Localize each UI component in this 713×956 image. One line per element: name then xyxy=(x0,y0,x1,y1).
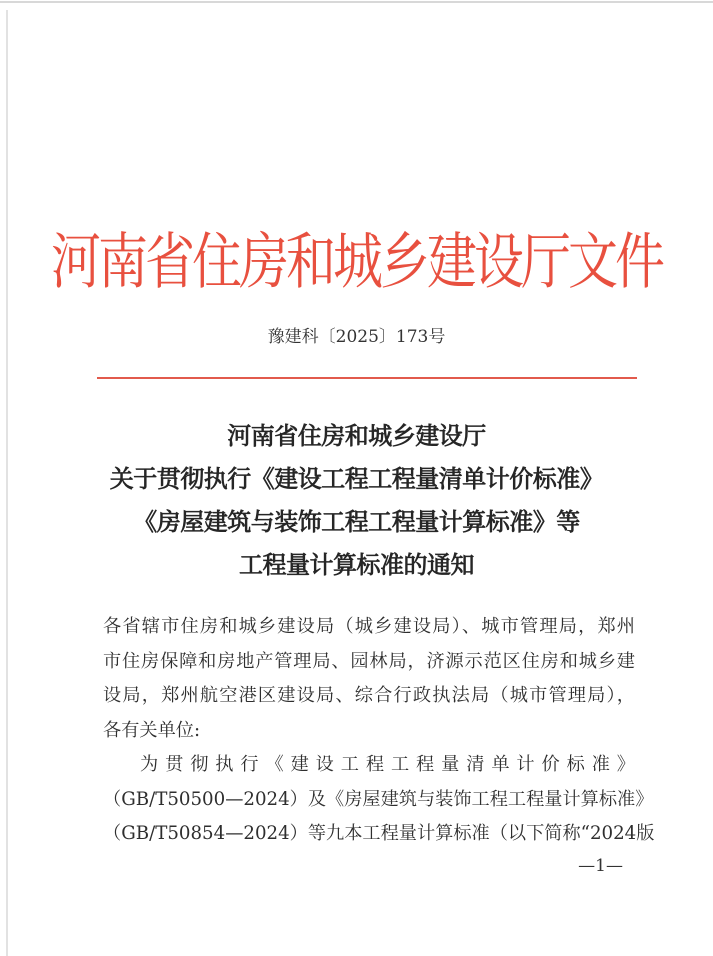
notice-title-line: 《房屋建筑与装饰工程工程量计算标准》等 xyxy=(133,507,580,536)
body-paragraph-line: （GB/T50500—2024）及《房屋建筑与装饰工程工程量计算标准》 xyxy=(103,788,654,810)
notice-title xyxy=(0,418,713,590)
notice-title-line: 河南省住房和城乡建设厅 xyxy=(227,421,486,450)
body-paragraph-line: 为贯彻执行《建设工程工程量清单计价标准》 xyxy=(140,754,635,775)
recipient-line: 各省辖市住房和城乡建设局（城乡建设局）、城市管理局，郑州 xyxy=(103,616,635,637)
recipient-line: 设局，郑州航空港区建设局、综合行政执法局（城市管理局）， xyxy=(103,685,635,706)
recipient-line: 各有关单位: xyxy=(103,719,201,741)
page-number: —1— xyxy=(578,856,623,876)
red-separator-rule xyxy=(97,377,637,379)
notice-title-line: 工程量计算标准的通知 xyxy=(239,550,474,579)
notice-title-line: 关于贯彻执行《建设工程工程量清单计价标准》 xyxy=(109,464,604,493)
document-number: 豫建科〔2025〕173号 xyxy=(267,327,446,347)
document-header-title: 河南省住房和城乡建设厅文件 xyxy=(51,226,662,298)
notice-body xyxy=(103,613,655,855)
body-paragraph-line: （GB/T50854—2024）等九本工程量计算标准（以下简称“2024版 xyxy=(103,823,655,844)
recipient-line: 市住房保障和房地产管理局、园林局，济源示范区住房和城乡建 xyxy=(103,650,635,672)
